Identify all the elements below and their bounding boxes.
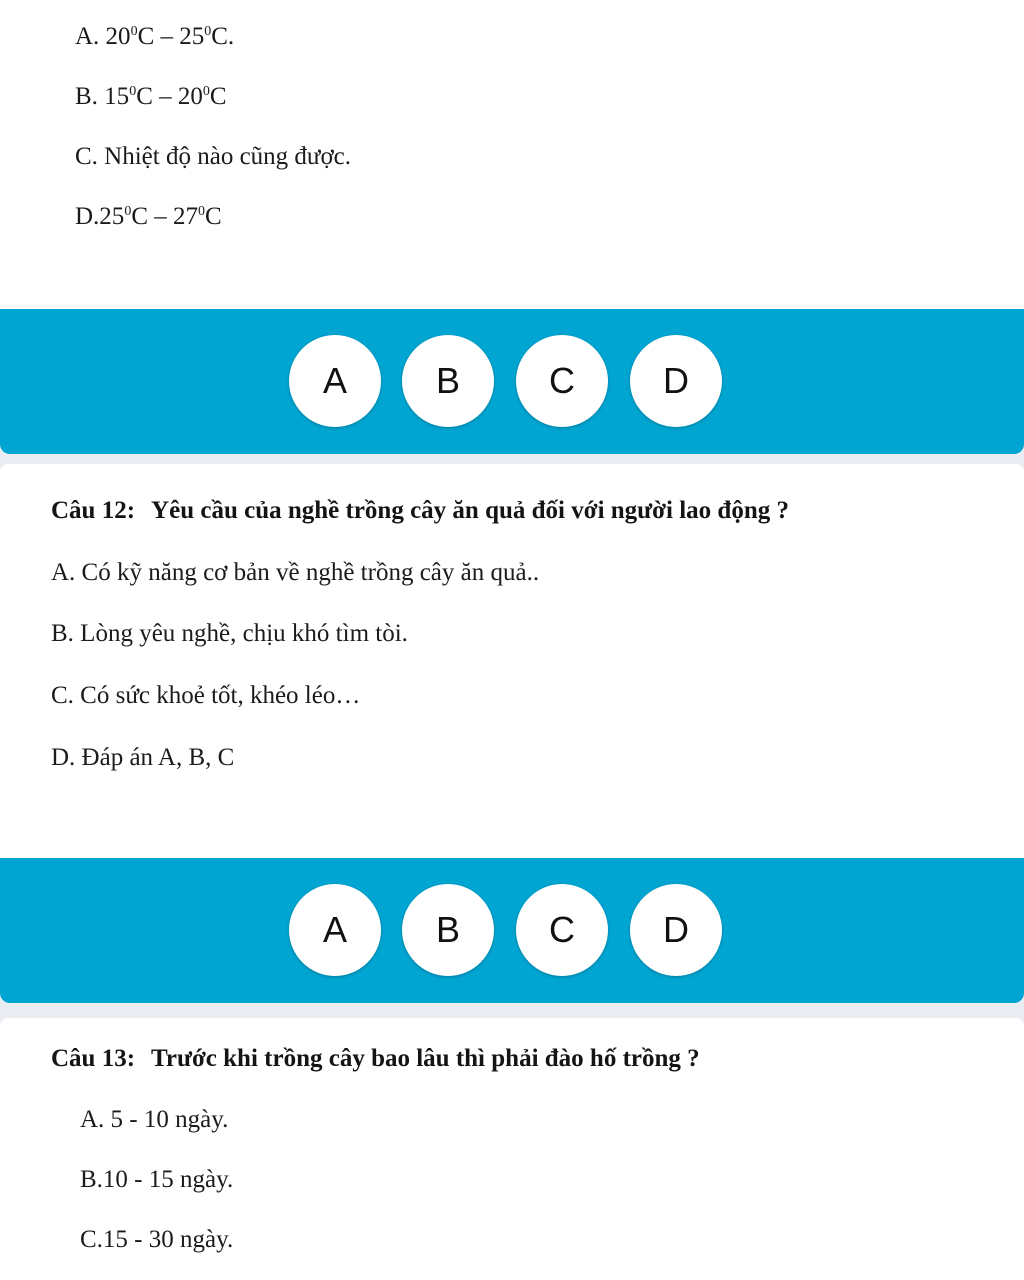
- option-b-end: C: [209, 83, 227, 110]
- option-c: C. Có sức khoẻ tốt, khéo léo…: [51, 682, 361, 709]
- option-d-middle: C – 27: [131, 203, 198, 230]
- answer-choice-d[interactable]: D: [630, 335, 722, 427]
- option-a-end: C.: [211, 23, 235, 50]
- question-card-13: [0, 1018, 1024, 1280]
- option-b-middle: C – 20: [136, 83, 203, 110]
- question-number: Câu 12:: [51, 497, 136, 524]
- option-b: [75, 82, 227, 112]
- question-text: Trước khi trồng cây bao lâu thì phải đào hố trồng ?: [151, 1045, 700, 1072]
- question-number: Câu 13:: [51, 1045, 136, 1072]
- option-b: B. Lòng yêu nghề, chịu khó tìm tòi.: [51, 620, 408, 647]
- option-d-end: C: [205, 203, 222, 230]
- answer-bar: [0, 858, 1024, 1003]
- option-a-middle: C – 25: [137, 23, 205, 50]
- answer-choice-c[interactable]: C: [516, 335, 608, 427]
- option-d: [75, 202, 222, 232]
- degree-mark: 0: [204, 24, 212, 39]
- question-title: [51, 496, 789, 526]
- option-a-start: A. 20: [75, 23, 131, 50]
- answer-choice-b[interactable]: B: [402, 884, 494, 976]
- question-text: Yêu cầu của nghề trồng cây ăn quả đối với người lao động ?: [151, 497, 789, 524]
- answer-choice-a[interactable]: A: [289, 884, 381, 976]
- degree-mark: 0: [130, 24, 138, 39]
- option-d-start: D.25: [75, 203, 125, 230]
- option-d: D. Đáp án A, B, C: [51, 744, 235, 771]
- answer-choice-c[interactable]: C: [516, 884, 608, 976]
- option-a: A. 5 - 10 ngày.: [80, 1106, 229, 1133]
- answer-bar: [0, 309, 1024, 454]
- answer-choice-b[interactable]: B: [402, 335, 494, 427]
- question-card-11: [0, 0, 1024, 309]
- option-a: A. Có kỹ năng cơ bản về nghề trồng cây ăn quả..: [51, 559, 540, 586]
- question-title: [51, 1044, 700, 1074]
- degree-mark: 0: [202, 84, 210, 99]
- degree-mark: 0: [129, 84, 137, 99]
- option-c: C.15 - 30 ngày.: [80, 1226, 234, 1253]
- answer-choice-d[interactable]: D: [630, 884, 722, 976]
- option-c: C. Nhiệt độ nào cũng được.: [75, 143, 352, 170]
- degree-mark: 0: [198, 204, 205, 219]
- option-b: B.10 - 15 ngày.: [80, 1166, 234, 1193]
- degree-mark: 0: [124, 204, 132, 219]
- option-a: [75, 22, 234, 52]
- option-b-start: B. 15: [75, 83, 130, 110]
- question-card-12: [0, 464, 1024, 858]
- answer-choice-a[interactable]: A: [289, 335, 381, 427]
